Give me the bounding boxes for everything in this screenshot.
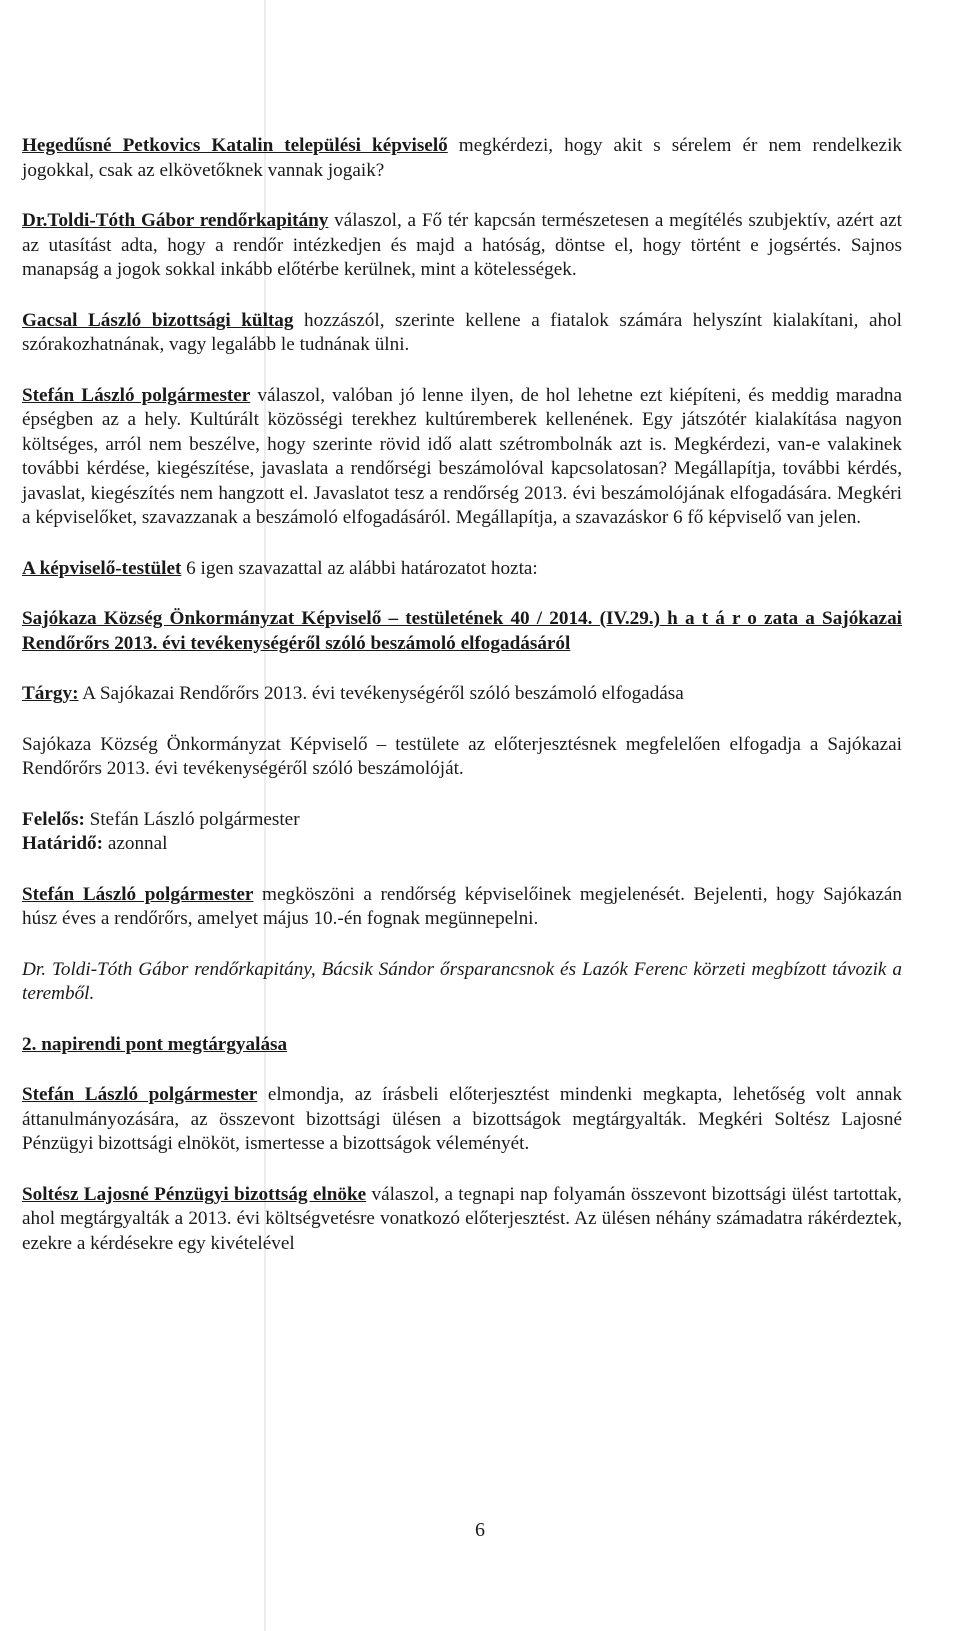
speaker-name: Stefán László polgármester bbox=[22, 1084, 258, 1105]
resolution-responsible-deadline bbox=[22, 808, 902, 857]
paragraph-hegedusne bbox=[22, 134, 902, 183]
document-body bbox=[22, 134, 902, 1282]
speaker-name: Soltész Lajosné Pénzügyi bizottság elnöke bbox=[22, 1183, 367, 1205]
paragraph-text: megköszöni a rendőrség képviselőinek megjelenését. Bejelenti, hogy Sajókazán húsz éves a rendőrőrs, amelyet május 10.-én fognak megünnepelni. bbox=[22, 883, 902, 929]
paragraph-toldi-toth bbox=[22, 209, 902, 283]
responsible-label: Felelős: bbox=[22, 808, 85, 830]
paragraph-solteszne bbox=[22, 1183, 902, 1257]
paragraph-testulet bbox=[22, 557, 902, 582]
paragraph-text: válaszol, a Fő tér kapcsán természetesen a megítélés szubjektív, azért azt az utasítást adta, hogy a rendőr intézkedjen és majd a hatóság, döntse el, hogy történt e jogsértés. Sajnos manapság a jogok sokkal inkább előtérbe kerülnek, mint a kötelességek. bbox=[22, 210, 902, 280]
speaker-name: A képviselő-testület bbox=[22, 557, 182, 579]
speaker-name: Dr.Toldi-Tóth Gábor rendőrkapitány bbox=[22, 210, 329, 231]
resolution-subject bbox=[22, 682, 902, 707]
paragraph-stefan-2 bbox=[22, 883, 902, 932]
subject-label: Tárgy: bbox=[22, 683, 79, 704]
paragraph-text: 6 igen szavazattal az alábbi határozatot hozta: bbox=[181, 557, 538, 579]
speaker-name: Stefán László polgármester bbox=[22, 384, 251, 406]
paragraph-text: megkérdezi, hogy akit s sérelem ér nem rendelkezik jogokkal, csak az elkövetőknek vannak jogaik? bbox=[22, 135, 902, 181]
page-number: 6 bbox=[475, 1519, 485, 1541]
paragraph-stefan-3 bbox=[22, 1083, 902, 1157]
paragraph-text: hozzászól, szerinte kellene a fiatalok számára helyszínt kialakítani, ahol szórakozhatnának, vagy legalább le tudnának ülni. bbox=[22, 309, 902, 355]
paragraph-text: válaszol, a tegnapi nap folyamán összevont bizottsági ülést tartottak, ahol megtárgyalták a 2013. évi költségvetésre vonatkozó előterjesztést. Az ülésen néhány számadatra rákérdeztek, ezekre a kérdésekre egy kivételével bbox=[22, 1183, 902, 1254]
paragraph-stefan-1 bbox=[22, 384, 902, 531]
paragraph-text: válaszol, valóban jó lenne ilyen, de hol lehetne ezt kiépíteni, és meddig maradna épségben az a hely. Kultúrált közösségi terekhez kultúremberek kellenének. Egy játszótér kialakítása nagyon költséges, arról nem beszélve, hogy szerinte rövid idő alatt szétrombolnák azt is. Megkérdezi, van-e valakinek további kérdése, kiegészítése, javaslata a rendőrségi beszámolóval kapcsolatosan? Megállapítja, további kérdés, javaslat, kiegészítés nem hangzott el. Javaslatot tesz a rendőrség 2013. évi beszámolójának elfogadására. Megkéri a képviselőket, szavazzanak a beszámoló elfogadásáról. Megállapítja, a szavazáskor 6 fő képviselő van jelen. bbox=[22, 384, 902, 528]
resolution-title: Sajókaza Község Önkormányzat Képviselő – testületének 40 / 2014. (IV.29.) h a t á r o zata a Sajókazai Rendőrőrs 2013. évi tevékenységéről szóló beszámoló elfogadásáról bbox=[22, 608, 902, 654]
paragraph-gacsal bbox=[22, 309, 902, 358]
deadline-text: azonnal bbox=[103, 833, 168, 854]
section-heading: 2. napirendi pont megtárgyalása bbox=[22, 1033, 288, 1055]
speaker-name: Stefán László polgármester bbox=[22, 883, 254, 905]
departure-note: Dr. Toldi-Tóth Gábor rendőrkapitány, Bácsik Sándor őrsparancsnok és Lazók Ferenc körzeti megbízott távozik a teremből. bbox=[22, 958, 902, 1004]
speaker-name: Gacsal László bizottsági kültag bbox=[22, 309, 294, 331]
deadline-label: Határidő: bbox=[22, 833, 104, 854]
responsible-text: Stefán László polgármester bbox=[84, 808, 300, 830]
speaker-name: Hegedűsné Petkovics Katalin települési képviselő bbox=[22, 135, 448, 156]
resolution-body: Sajókaza Község Önkormányzat Képviselő – testülete az előterjesztésnek megfelelően elfogadja a Sajókazai Rendőrőrs 2013. évi tevékenységéről szóló beszámolóját. bbox=[22, 733, 902, 779]
subject-text: A Sajókazai Rendőrőrs 2013. évi tevékenységéről szóló beszámoló elfogadása bbox=[78, 683, 684, 704]
paragraph-text: elmondja, az írásbeli előterjesztést mindenki megkapta, lehetőség volt annak áttanulmányozására, az összevont bizottsági ülésen a bizottságok megtárgyalták. Megkéri Soltész Lajosné Pénzügyi bizottsági elnököt, ismertesse a bizottságok véleményét. bbox=[22, 1084, 902, 1154]
